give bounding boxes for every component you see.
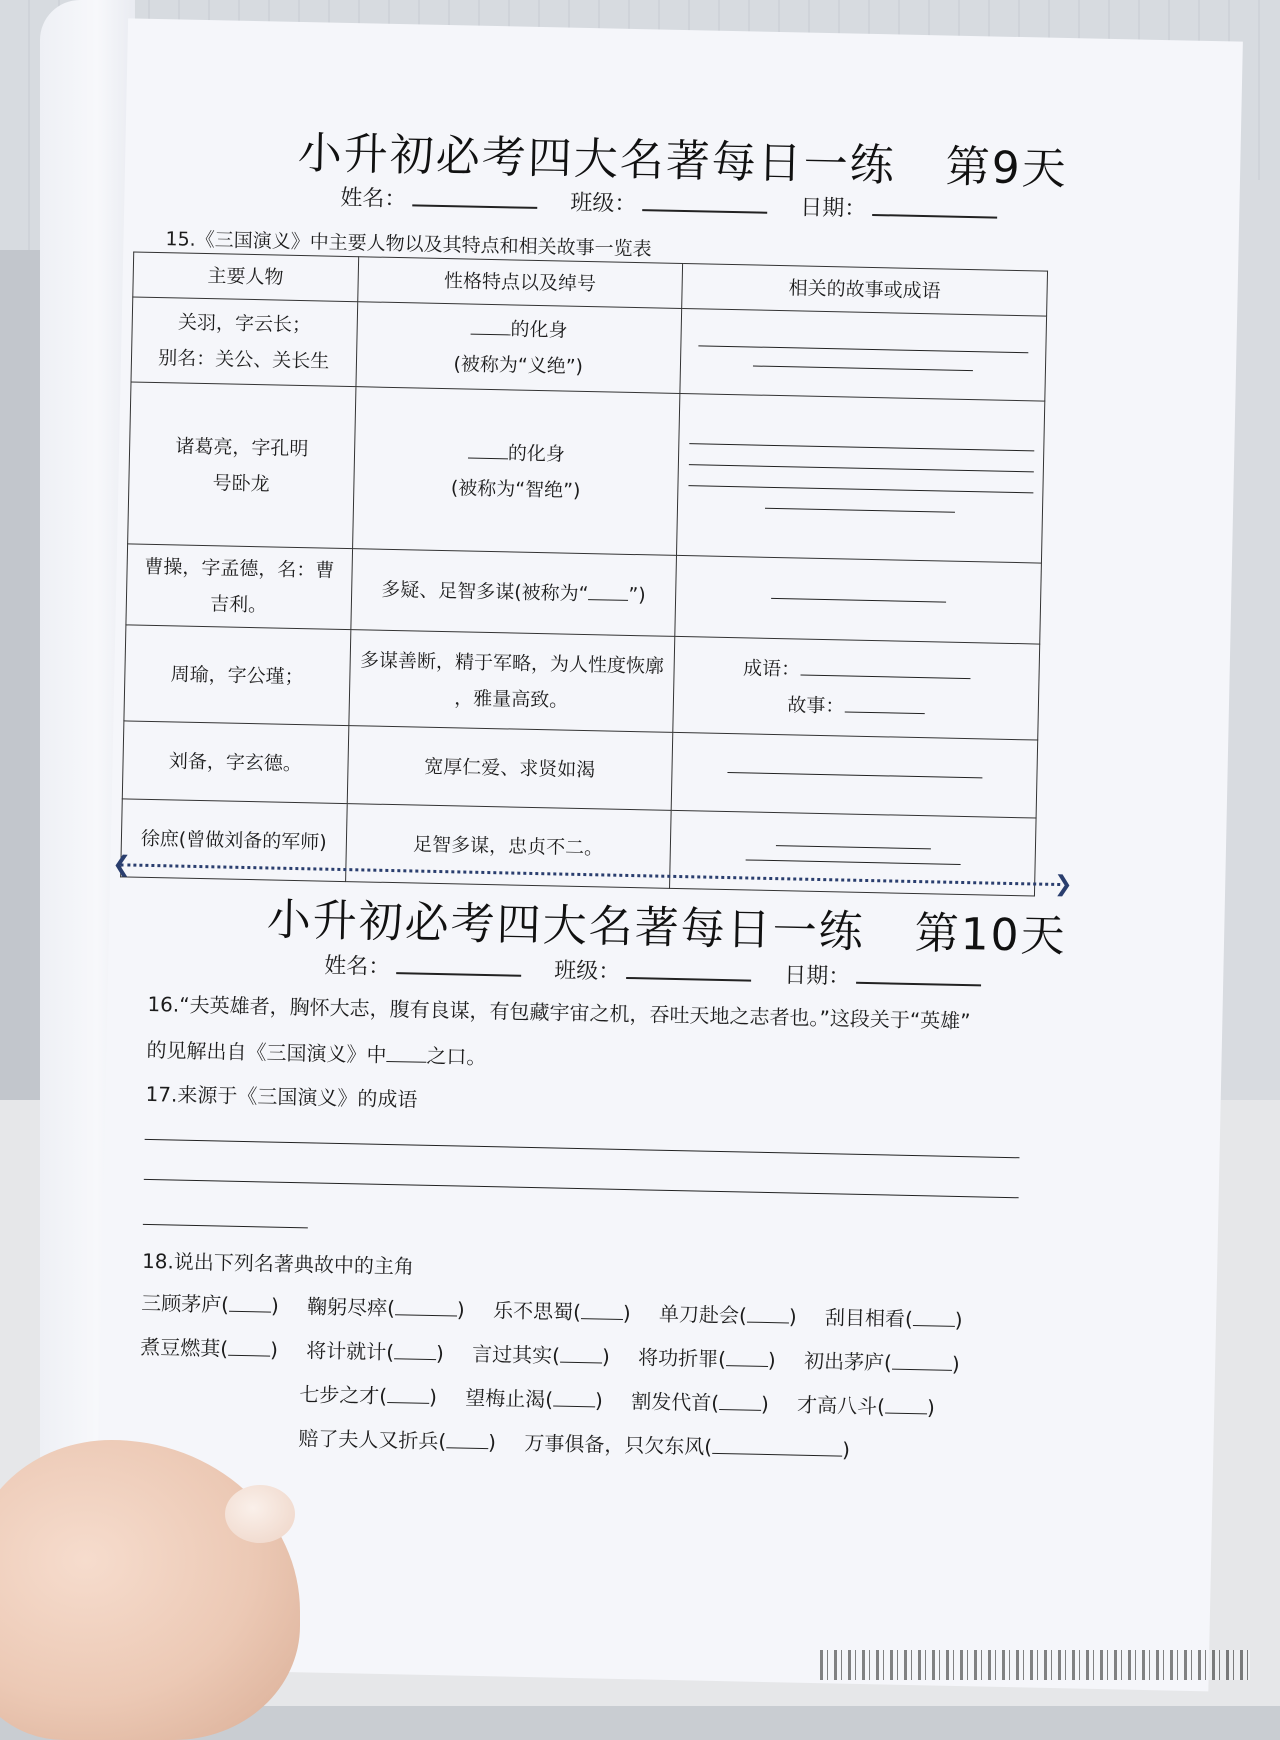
worksheet-page xyxy=(94,18,1243,1691)
idiom-blank[interactable] xyxy=(446,1429,488,1449)
idiom-text: 煮豆燃萁( xyxy=(140,1334,229,1361)
q17-answer-line[interactable] xyxy=(143,1224,308,1228)
question-16 xyxy=(146,984,971,1087)
idiom-blank[interactable] xyxy=(726,1347,768,1367)
idiom-text: 初出茅庐( xyxy=(803,1348,893,1375)
paren-close: ) xyxy=(767,1348,776,1373)
day9-class-label: 班级： xyxy=(570,190,637,218)
day10-name-label: 姓名： xyxy=(324,953,391,981)
story-blank[interactable] xyxy=(844,693,924,714)
idiom-blank[interactable] xyxy=(712,1435,842,1457)
idiom-item xyxy=(140,1331,278,1363)
cell-text: 别名：关公、关长生 xyxy=(158,347,330,373)
idiom-text: 三顾茅庐( xyxy=(140,1290,230,1317)
idiom-text: 将功折罪( xyxy=(637,1345,727,1372)
row2-traits xyxy=(352,387,680,556)
idiom-blank[interactable] xyxy=(229,1293,271,1313)
idiom-blank[interactable] xyxy=(581,1300,623,1320)
idiom-text: 赔了夫人又折兵( xyxy=(298,1426,447,1454)
day10-title-text: 小升初必考四大名著每日一练 xyxy=(266,894,866,958)
paren-close: ) xyxy=(841,1437,851,1462)
idiom-item xyxy=(638,1341,776,1373)
row5-character: 刘备，字玄德。 xyxy=(122,721,348,804)
q17-answer-line[interactable] xyxy=(145,1139,1020,1158)
paren-close: ) xyxy=(926,1395,936,1420)
day9-date-blank[interactable] xyxy=(872,194,997,219)
table-caption: 15.《三国演义》中主要人物以及其特点和相关故事一览表 xyxy=(165,228,652,261)
idiom-text: 才高八斗( xyxy=(796,1392,886,1419)
thumbnail-nail xyxy=(225,1485,295,1543)
idiom-text: 七步之才( xyxy=(299,1382,388,1409)
question-16-line1: 16.“夫英雄者，胸怀大志，腹有良谋，有包藏宇宙之机，吞吐天地之志者也。”这段关于“英雄” xyxy=(147,991,971,1034)
idiom-blank[interactable] xyxy=(885,1394,927,1414)
idiom-item xyxy=(659,1298,797,1330)
answer-line[interactable] xyxy=(753,365,973,371)
idiom-text: 单刀赴会( xyxy=(658,1301,748,1328)
day10-class-blank[interactable] xyxy=(626,957,751,982)
idiom-blank[interactable] xyxy=(387,1384,429,1404)
cell-text: 多谋善断，精于军略，为人性度恢廓 xyxy=(359,648,665,678)
header-character: 主要人物 xyxy=(133,252,358,302)
row4-character: 周瑜，字公瑾； xyxy=(124,625,351,726)
paren-close: ) xyxy=(594,1388,604,1413)
idiom-item xyxy=(524,1427,850,1463)
day9-date-label: 日期： xyxy=(800,195,867,222)
idiom-text: 言过其实( xyxy=(471,1341,561,1368)
arrow-right-icon: ❯ xyxy=(1053,871,1073,898)
row6-traits: 足智多谋，忠贞不二。 xyxy=(345,804,671,889)
cell-text: 吉利。 xyxy=(209,593,268,617)
idiom-item xyxy=(797,1389,935,1421)
row6-character: 徐庶(曾做刘备的军师) xyxy=(121,799,347,882)
answer-line[interactable] xyxy=(727,772,982,778)
table-row xyxy=(124,625,1040,740)
table-row xyxy=(128,382,1045,563)
paren-close: ) xyxy=(269,1337,279,1362)
idiom-blank[interactable] xyxy=(747,1304,789,1324)
idiom-item xyxy=(804,1345,960,1377)
row2-character xyxy=(128,382,356,549)
idiom-blank[interactable] xyxy=(553,1388,595,1408)
fill-blank[interactable] xyxy=(588,581,628,601)
idiom-text: 鞠躬尽瘁( xyxy=(306,1294,396,1321)
day9-class-blank[interactable] xyxy=(642,189,767,214)
idiom-item xyxy=(141,1287,279,1319)
row1-character xyxy=(131,297,357,387)
row3-character xyxy=(126,544,352,630)
answer-line[interactable] xyxy=(698,345,1028,353)
answer-line[interactable] xyxy=(765,507,955,512)
paren-close: ) xyxy=(601,1344,611,1369)
row5-answer[interactable] xyxy=(671,732,1038,818)
paren-close: ) xyxy=(456,1297,466,1322)
answer-line[interactable] xyxy=(688,485,1033,493)
header-stories: 相关的故事或成语 xyxy=(682,263,1048,316)
question-16-line2: 的见解出自《三国演义》中 xyxy=(146,1037,387,1067)
answer-line[interactable] xyxy=(689,443,1034,451)
idiom-text: 割发代首( xyxy=(630,1389,720,1416)
paren-close: ) xyxy=(951,1351,960,1377)
idiom-row-2 xyxy=(140,1331,982,1378)
idiom-item xyxy=(825,1301,963,1333)
question-16-blank[interactable] xyxy=(386,1043,426,1063)
idiom-text: 刮目相看( xyxy=(824,1305,914,1332)
fill-blank[interactable] xyxy=(470,316,510,336)
idiom-text: 万事俱备，只欠东风( xyxy=(524,1430,713,1459)
paren-close: ) xyxy=(760,1391,770,1417)
paren-close: ) xyxy=(428,1384,438,1410)
paren-close: ) xyxy=(954,1307,963,1333)
day9-name-blank[interactable] xyxy=(412,184,537,209)
idiom-row-1 xyxy=(141,1287,985,1334)
cell-text: (被称为“义绝”) xyxy=(453,353,584,378)
question-18: 18.说出下列名著典故中的主角 xyxy=(141,1248,415,1279)
cell-text: ”) xyxy=(628,583,646,607)
arrow-left-icon: ❮ xyxy=(112,852,132,878)
cell-text: 诸葛亮，字孔明 xyxy=(175,434,309,460)
row3-traits xyxy=(350,549,676,637)
idiom-text: 乐不思蜀( xyxy=(492,1298,582,1325)
fill-blank[interactable] xyxy=(468,439,508,459)
answer-line[interactable] xyxy=(688,464,1033,472)
story-label: 故事： xyxy=(787,693,845,717)
day9-name-label: 姓名： xyxy=(340,185,407,213)
idiom-blank[interactable] xyxy=(394,1340,436,1360)
idiom-blank[interactable] xyxy=(560,1344,602,1364)
idiom-blank[interactable] xyxy=(395,1296,457,1316)
row1-traits xyxy=(356,302,682,394)
cell-text: 关羽，字云长； xyxy=(177,311,312,337)
row5-traits: 宽厚仁爱、求贤如渴 xyxy=(347,726,673,811)
row4-traits xyxy=(348,630,674,733)
idiom-text: 将计就计( xyxy=(305,1338,395,1365)
question-17: 17.来源于《三国演义》的成语 xyxy=(145,1081,418,1112)
idiom-item xyxy=(631,1385,769,1417)
idiom-row-4 xyxy=(298,1422,872,1463)
q17-answer-line[interactable] xyxy=(144,1179,1019,1198)
idiom-item xyxy=(307,1290,465,1322)
day9-title-text: 小升初必考四大名著每日一练 xyxy=(297,127,897,192)
cell-text: 的化身 xyxy=(507,441,566,466)
day10-date-blank[interactable] xyxy=(856,962,981,987)
day10-date-label: 日期： xyxy=(783,963,851,990)
paren-close: ) xyxy=(487,1430,497,1455)
day10-name-blank[interactable] xyxy=(396,952,521,977)
paren-close: ) xyxy=(435,1341,445,1366)
cell-text: 号卧龙 xyxy=(212,471,270,495)
answer-line[interactable] xyxy=(775,845,930,849)
answer-line[interactable] xyxy=(771,597,946,602)
row2-answer[interactable] xyxy=(676,393,1044,563)
idiom-blank[interactable] xyxy=(913,1307,955,1327)
paren-close: ) xyxy=(270,1293,280,1318)
idiom-item xyxy=(299,1378,437,1410)
idiom-item xyxy=(306,1334,444,1366)
idiom-blank[interactable] xyxy=(719,1391,761,1411)
idiom-row-3 xyxy=(299,1378,957,1421)
day10-day-label: 第10天 xyxy=(914,908,1068,963)
idiom-item xyxy=(465,1382,603,1414)
barcode-icon xyxy=(820,1650,1250,1680)
header-traits: 性格特点以及绰号 xyxy=(357,257,682,309)
row3-answer[interactable] xyxy=(675,555,1042,644)
question-16-line2-end: 之口。 xyxy=(426,1043,487,1070)
idiom-label: 成语： xyxy=(742,656,801,681)
idiom-blank[interactable] xyxy=(228,1337,270,1357)
row4-answer[interactable] xyxy=(673,636,1040,740)
paren-close: ) xyxy=(622,1300,631,1326)
day10-class-label: 班级： xyxy=(553,958,621,985)
idiom-item xyxy=(472,1338,610,1370)
day9-day-label: 第9天 xyxy=(945,141,1069,196)
idiom-text: 望梅止渴( xyxy=(465,1385,554,1412)
row1-answer[interactable] xyxy=(680,308,1047,401)
characters-table xyxy=(120,251,1048,896)
cell-text: 的化身 xyxy=(510,318,568,342)
idiom-item xyxy=(298,1422,496,1455)
cell-text: 曹操，字孟德，名：曹 xyxy=(144,555,335,582)
idiom-blank[interactable] xyxy=(892,1351,952,1371)
answer-line[interactable] xyxy=(745,859,960,865)
cell-text: ，雅量高致。 xyxy=(454,686,569,712)
cell-text: (被称为“智绝”) xyxy=(450,476,581,502)
cell-text: 多疑、足智多谋(被称为“ xyxy=(380,578,589,606)
idiom-item xyxy=(493,1294,631,1326)
idiom-blank[interactable] xyxy=(800,656,970,679)
paren-close: ) xyxy=(788,1304,797,1329)
